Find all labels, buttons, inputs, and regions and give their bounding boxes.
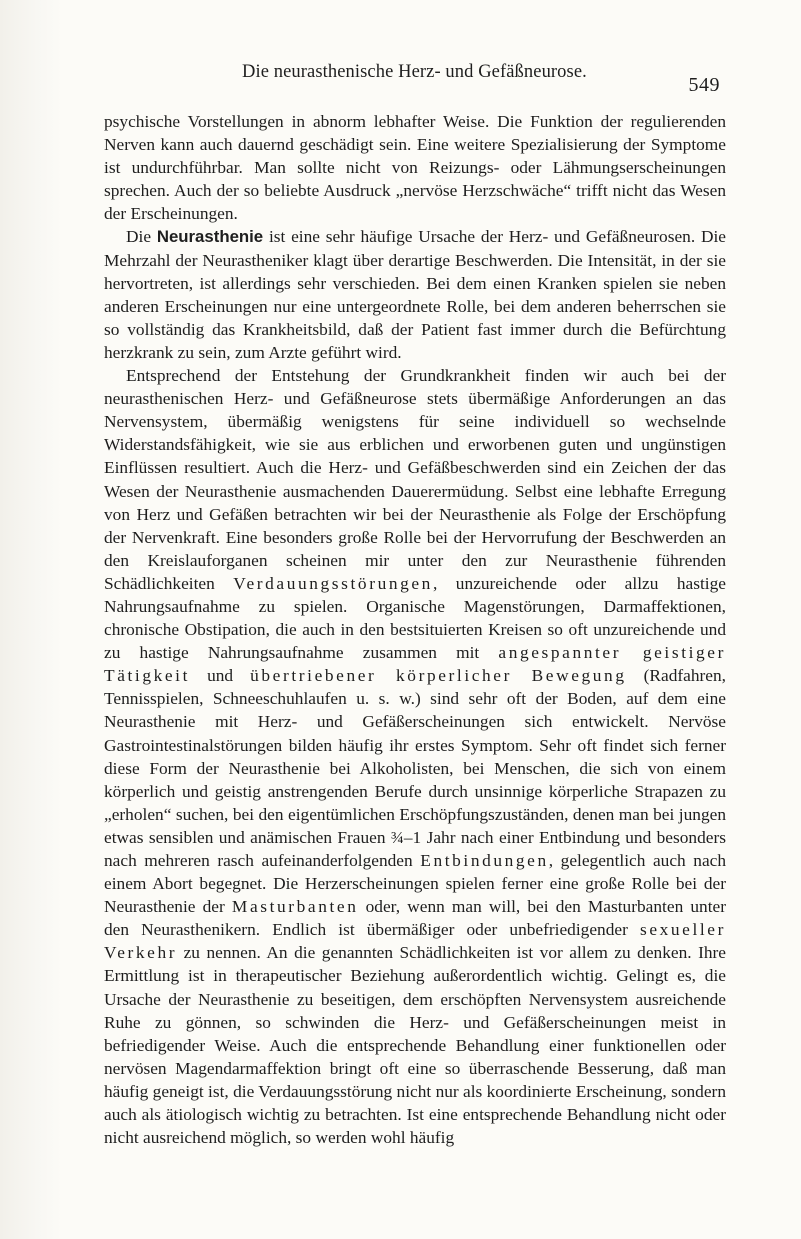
paragraph xyxy=(104,364,726,1149)
text-run: Entsprechend der Entstehung der Grundkrankheit finden wir auch bei der neurasthenischen Herz- und Gefäßneurose stets übermäßige Anforderungen an das Nervensystem, übermäßig wenigstens für seine individuell so wechselnde Widerstandsfähigkeit, wie sie aus erblichen und erworbenen guten und ungünstigen Einflüssen resultiert. Auch die Herz- und Gefäßbeschwerden sind ein Zeichen der das Wesen der Neurasthenie ausmachenden Dauerermüdung. Selbst eine lebhafte Erregung von Herz und Gefäßen betrachten wir bei der Neurasthenie als Folge der Erschöpfung der Nervenkraft. Eine besonders große Rolle bei der Hervorrufung der Beschwerden an den Kreislauforganen scheinen mir unter den zur Neurasthenie führenden Schädlichkeiten xyxy=(104,366,726,593)
page-number: 549 xyxy=(688,74,720,96)
text-run: oder, wenn man will, bei den Masturbanten unter den Neurasthenikern. Endlich ist übermäßiger oder unbefriedigender xyxy=(104,897,727,940)
emphasized-term: übertriebener körperlicher Bewegung xyxy=(250,666,627,686)
text-run: , gelegentlich auch nach einem Abort begegnet. Die Herzerscheinungen spielen ferner eine große Rolle bei der Neurasthenie der xyxy=(104,851,727,917)
emphasized-term: Verdauungsstörungen xyxy=(233,573,433,593)
text-run: zu nennen. An die genannten Schädlichkeiten ist vor allem zu denken. Ihre Ermittlung ist in therapeutischer Beziehung außerordentlich wichtig. Gelingt es, die Ursache der Neurasthenie zu beseitigen, dem erschöpften Nervensystem ausreichende Ruhe zu gönnen, so schwinden die Herz- und Gefäßerscheinungen meist in befriedigender Weise. Auch die entsprechende Behandlung einer funktionellen oder nervösen Magendarmaffektion bringt oft eine so überraschende Besserung, daß man häufig geneigt ist, die Verdauungsstörung nicht nur als koordinierte Erscheinung, sondern auch als ätiologisch wichtig zu betrachten. Ist eine entsprechende Behandlung nicht oder nicht ausreichend möglich, so werden wohl häufig xyxy=(104,943,726,1148)
emphasized-term: Entbindungen xyxy=(420,851,549,870)
text-run: , unzureichende oder allzu hastige Nahrungsaufnahme zu spielen. Organische Magenstörungen, Darmaffektionen, chronische Obstipation, die auch in den bestsituierten Kreisen so oft unzureichende und zu hastige Nahrungsaufnahme zusammen mit xyxy=(104,573,726,663)
text-run: psychische Vorstellungen in abnorm lebhafter Weise. Die Funktion der regulierenden Nerven kann auch dauernd geschädigt sein. Eine weitere Spezialisierung der Symptome ist undurchführbar. Man sollte nicht von Reizungs- oder Lähmungserscheinungen sprechen. Auch der so beliebte Ausdruck „nervöse Herzschwäche“ trifft nicht das Wesen der Erscheinungen. xyxy=(104,112,726,224)
page-header xyxy=(90,62,720,102)
emphasized-term: Masturbanten xyxy=(231,897,359,917)
paragraph xyxy=(104,225,726,364)
binding-shadow xyxy=(0,0,62,1239)
text-run: ist eine sehr häufige Ursache der Herz- und Gefäßneurosen. Die Mehrzahl der Neurastheniker klagt über derartige Beschwerden. Die Intensität, in der sie hervortreten, ist allerdings sehr verschieden. Bei dem einen Kranken spielen sie neben anderen Erscheinungen nur eine untergeordnete Rolle, bei dem anderen beherrschen sie so vollständig das Krankheitsbild, daß der Patient fast immer durch die Befürchtung herzkrank zu sein, zum Arzte geführt wird. xyxy=(104,227,726,362)
emphasized-term: sexueller Verkehr xyxy=(104,920,726,963)
paragraph xyxy=(104,110,726,225)
bold-term: Neurasthenie xyxy=(156,227,264,247)
text-run: und xyxy=(190,666,251,686)
emphasized-term: angespannter geistiger Tätigkeit xyxy=(104,643,726,686)
text-run: Die xyxy=(126,227,157,247)
running-head: Die neurasthenische Herz- und Gefäßneurose. xyxy=(242,62,587,82)
text-run: (Radfahren, Tennisspielen, Schneeschuhlaufen u. s. w.) sind sehr oft der Boden, auf dem eine Neurasthenie mit Herz- und Gefäßerscheinungen sich entwickelt. Nervöse Gastrointestinalstörungen bilden häufig ihr erstes Symptom. Sehr oft findet sich ferner diese Form der Neurasthenie bei Alkoholisten, bei Menschen, die sich von einem körperlich und geistig anstrengenden Berufe durch unsinnige körperliche Strapazen zu „erholen“ suchen, bei den eigentümlichen Erschöpfungszuständen, denen man bei jungen etwas sensiblen und anämischen Frauen ¾–1 Jahr nach einer Entbindung und besonders nach mehreren rasch aufeinanderfolgenden xyxy=(104,666,726,870)
body-text xyxy=(104,110,726,1149)
